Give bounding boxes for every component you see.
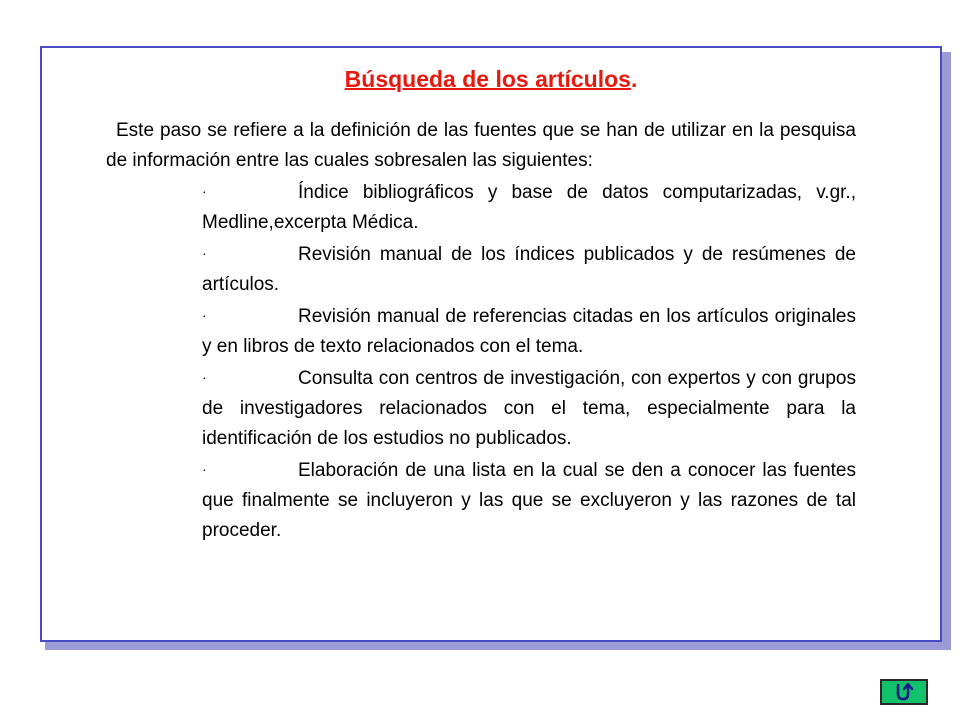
- source-list: [106, 176, 856, 546]
- return-button[interactable]: [880, 679, 928, 705]
- list-item: [202, 176, 856, 238]
- list-item: [202, 238, 856, 300]
- list-item: [202, 454, 856, 546]
- list-item-text: Índice bibliográficos y base de datos computarizadas, v.gr., Medline,excerpta Médica.: [202, 182, 856, 233]
- bullet-icon: ·: [202, 461, 207, 477]
- bullet-icon: ·: [202, 245, 207, 261]
- page-title: [42, 66, 940, 93]
- title-text: Búsqueda de los artículos: [344, 66, 631, 92]
- bullet-icon: ·: [202, 307, 207, 323]
- list-item-text: Revisión manual de referencias citadas en los artículos originales y en libros de texto relacionados con el tema.: [202, 306, 856, 357]
- bullet-icon: ·: [202, 183, 207, 199]
- return-arrow-icon: [891, 682, 917, 702]
- list-item-text: Elaboración de una lista en la cual se den a conocer las fuentes que finalmente se incluyeron y las que se excluyeron y las razones de tal proceder.: [202, 460, 856, 541]
- list-item-text: Revisión manual de los índices publicados y de resúmenes de artículos.: [202, 244, 856, 295]
- content-panel: [40, 46, 942, 642]
- bullet-icon: ·: [202, 369, 207, 385]
- list-item: [202, 300, 856, 362]
- list-item: [202, 362, 856, 454]
- list-item-text: Consulta con centros de investigación, con expertos y con grupos de investigadores relacionados con el tema, especialmente para la identificación de los estudios no publicados.: [202, 368, 856, 449]
- intro-paragraph: Este paso se refiere a la definición de las fuentes que se han de utilizar en la pesquisa de información entre las cuales sobresalen las siguientes:: [106, 120, 856, 171]
- body-content: [106, 116, 856, 546]
- title-period: .: [630, 66, 638, 92]
